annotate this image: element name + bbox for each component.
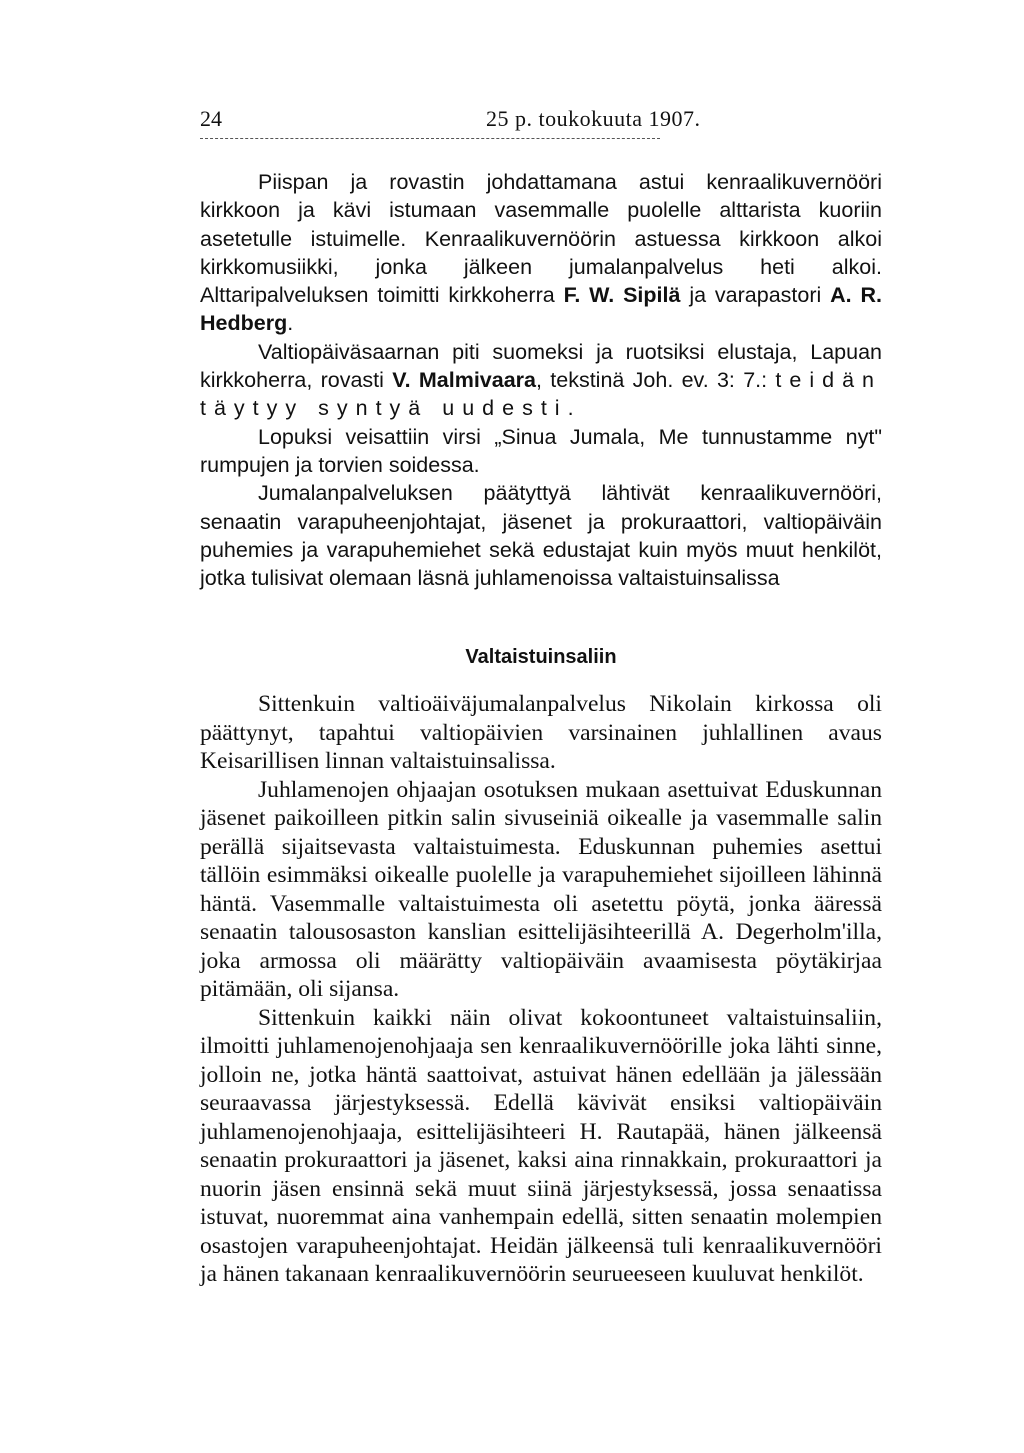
section-throne-room — [200, 690, 882, 1289]
page-header — [200, 100, 882, 134]
paragraph: Piispan ja rovastin johdattamana astui kenraalikuvernööri kirkkoon ja kävi istumaan vasemmalle puolelle alttarista kuoriin asetetulle istuimelle. Kenraalikuvernöörin astuessa kirkkoon alkoi kirkkomusiikki, jonka jälkeen jumalanpalvelus heti alkoi. Alttaripalveluksen toimitti kirkkoherra F. W. Sipilä ja varapastori A. R. Hedberg. — [200, 170, 883, 336]
section-heading: Valtaistuinsaliin — [465, 646, 617, 669]
person-name: F. W. Sipilä — [563, 283, 681, 308]
person-name: V. Malmivaara — [392, 368, 536, 393]
paragraph: Lopuksi veisattiin virsi „Sinua Jumala, Me tunnustamme nyt" rumpujen ja torvien soidessa. — [200, 424, 882, 477]
paragraph: Jumalanpalveluksen päätyttyä lähtivät kenraalikuvernööri, senaatin varapuheenjohtajat, jäsenet ja prokuraattori, valtiopäiväin puhemies ja varapuhemiehet sekä edustajat kuin myös muut henkilöt, jotka tulisivat olemaan läsnä juhlamenoissa valtaistuinsalissa — [200, 481, 882, 591]
header-date: 25 p. toukokuuta 1907. — [486, 106, 701, 131]
scripture-quote: teidän täytyy syntyä uudesti — [200, 368, 882, 421]
paragraph: Valtiopäiväsaarnan piti suomeksi ja ruotsiksi elustaja, Lapuan kirkkoherra, rovasti V. Malmivaara, tekstinä Joh. ev. 3: 7.: teidän täytyy syntyä uudesti. — [200, 339, 882, 421]
header-rule — [200, 138, 660, 139]
paragraph: Juhlamenojen ohjaajan osotuksen mukaan asettuivat Eduskunnan jäsenet paikoilleen pitkin salin sivuseiniä oikealle ja vasemmalle salin perällä sijaitsevasta valtaistuimesta. Eduskunnan puhemies asettui tällöin esimmäksi oikealle puolelle ja varapuhemiehet sijoilleen lähinnä häntä. Vasemmalle valtaistuimesta oli asetettu pöytä, jonka ääressä senaatin talousosaston kanslian esittelijäsihteerillä A. Degerholm'illa, joka armossa oli määrätty valtiopäiväin avaamisesta pöytäkirjaa pitämään, oli sijansa. — [200, 776, 882, 1003]
document-page — [200, 100, 883, 1288]
person-name: A. R. Hedberg — [200, 283, 883, 336]
body-text — [200, 168, 882, 1289]
paragraph: Sittenkuin valtioäiväjumalanpalvelus Nikolain kirkossa oli päättynyt, tapahtui valtiopäivien varsinainen juhlallinen avaus Keisarillisen linnan valtaistuinsalissa. — [200, 691, 882, 775]
section-church-service — [200, 168, 882, 592]
page-number: 24 — [200, 106, 222, 131]
paragraph: Sittenkuin kaikki näin olivat kokoontuneet valtaistuinsaliin, ilmoitti juhlamenojenohjaaja sen kenraalikuvernöörille joka lähti sinne, jolloin ne, jotka häntä saattoivat, astuivat hänen edellään ja jälessään seuraavassa järjestyksessä. Edellä kävivät ensiksi valtiopäiväin juhlamenojenohjaaja, esittelijäsihteeri H. Rautapää, hänen jälkeensä senaatin prokuraattori ja jäsenet, kaksi aina rinnakkain, prokuraattori ja nuorin jäsen ensinnä sekä muut siinä järjestyksessä, jossa senaatissa istuvat, nuoremmat aina vanhempain edellä, sitten senaatin molempien osastojen varapuheenjohtajat. Heidän jälkeensä tuli kenraalikuvernööri ja hänen takanaan kenraalikuvernöörin seurueeseen kuuluvat henkilöt. — [200, 1004, 882, 1288]
